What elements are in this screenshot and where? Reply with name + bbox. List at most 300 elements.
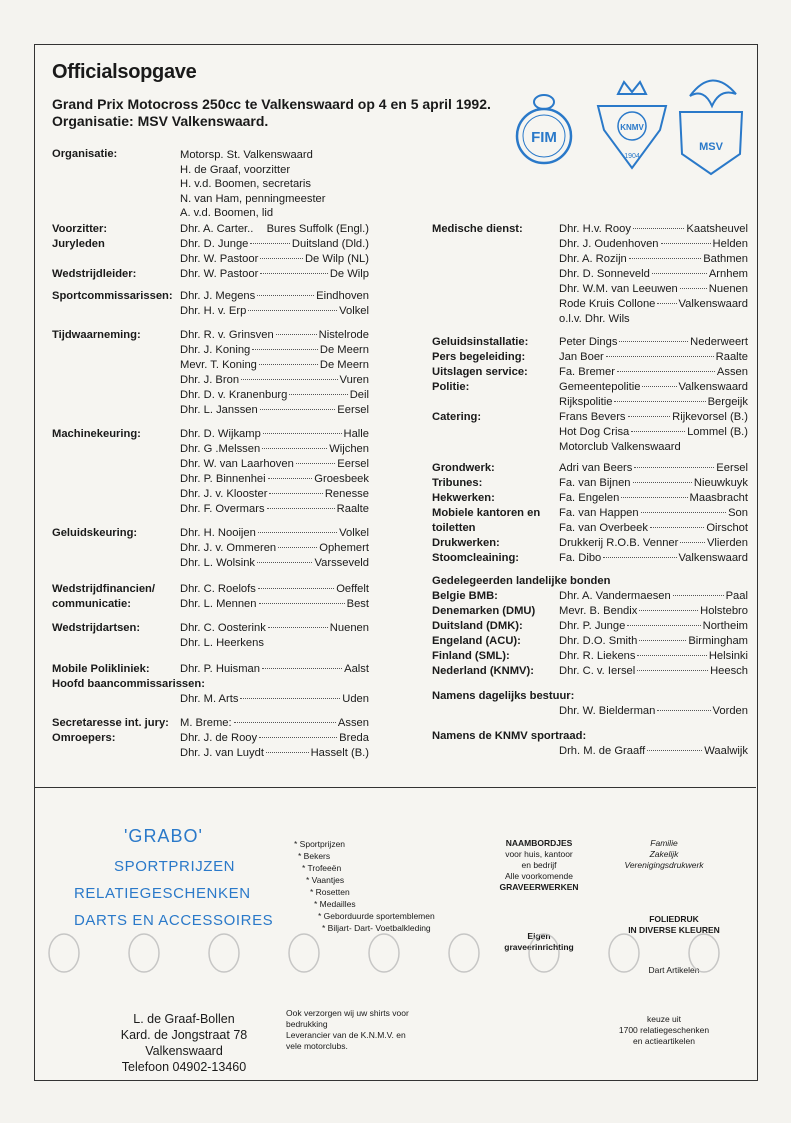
dot-leader xyxy=(673,595,724,596)
official-place: Holstebro xyxy=(700,605,748,617)
section-label: Wedstrijdleider: xyxy=(52,268,137,280)
dot-leader xyxy=(241,379,337,380)
official-name: Mevr. B. Bendix xyxy=(559,605,638,617)
dot-leader xyxy=(639,640,686,641)
official-place: Eindhoven xyxy=(316,290,369,302)
official-entry xyxy=(180,663,369,676)
official-entry xyxy=(559,462,748,475)
official-entry xyxy=(180,344,369,357)
official-entry xyxy=(559,745,748,758)
dot-leader xyxy=(260,409,336,410)
dot-leader xyxy=(234,722,336,723)
official-entry xyxy=(559,441,748,454)
dot-leader xyxy=(637,670,708,671)
official-entry xyxy=(559,620,748,633)
official-entry xyxy=(180,359,369,372)
section-label: communicatie: xyxy=(52,598,131,610)
official-entry xyxy=(180,374,369,387)
official-name: Gemeentepolitie xyxy=(559,381,641,393)
dot-leader xyxy=(617,371,715,372)
official-name: Fa. Bremer xyxy=(559,366,615,378)
official-place: Bathmen xyxy=(703,253,748,265)
ad-folie-line: IN DIVERSE KLEUREN xyxy=(628,925,720,935)
dot-leader xyxy=(269,493,322,494)
official-place: Duitsland (Dld.) xyxy=(291,238,369,250)
dot-leader xyxy=(289,394,347,395)
section-label: Namens dagelijks bestuur: xyxy=(432,690,575,702)
official-name: Fa. van Happen xyxy=(559,507,639,519)
official-name: Dhr. J. de Rooy xyxy=(180,732,258,744)
ad-address-line: Telefoon 04902-13460 xyxy=(121,1060,247,1074)
official-entry xyxy=(180,732,369,745)
section-label: Wedstrijdfinancien/ xyxy=(52,583,155,595)
official-name: Drh. M. de Graaff xyxy=(559,745,646,757)
section-label: Catering: xyxy=(432,411,482,423)
official-place: Uden xyxy=(342,693,369,705)
official-entry xyxy=(180,268,369,281)
official-place: Assen xyxy=(337,717,369,729)
official-name: Dhr. W. van Laarhoven xyxy=(180,458,294,470)
official-place: Assen xyxy=(716,366,748,378)
official-place: Eersel xyxy=(337,458,369,470)
svg-text:FIM: FIM xyxy=(531,129,557,146)
official-place: Northeim xyxy=(702,620,748,632)
official-entry xyxy=(559,605,748,618)
section-label: Denemarken (DMU) xyxy=(432,605,536,617)
official-place: Son xyxy=(728,507,748,519)
dot-leader xyxy=(257,562,312,563)
official-place: Lommel (B.) xyxy=(687,426,748,438)
official-entry xyxy=(559,223,748,236)
official-entry xyxy=(559,253,748,266)
official-entry xyxy=(180,329,369,342)
official-entry xyxy=(180,253,369,266)
dot-leader xyxy=(647,750,702,751)
official-entry xyxy=(180,473,369,486)
official-place: Heesch xyxy=(710,665,748,677)
official-name: Dhr. D. Sonneveld xyxy=(559,268,650,280)
official-place: Varsseveld xyxy=(314,557,369,569)
official-entry xyxy=(559,411,748,424)
official-entry xyxy=(559,477,748,490)
ad-shirts-line: bedrukking xyxy=(286,1019,328,1029)
official-entry xyxy=(559,590,748,603)
official-place: Helsinki xyxy=(708,650,748,662)
ad-keuze-line: keuze uit xyxy=(646,1014,682,1024)
dot-leader xyxy=(259,364,318,365)
official-name: Dhr. J. Koning xyxy=(180,344,251,356)
official-entry xyxy=(180,527,369,540)
dot-leader xyxy=(268,478,313,479)
organisatie-line: H. de Graaf, voorzitter xyxy=(180,163,291,176)
official-name: Dhr. C. Oosterink xyxy=(180,622,266,634)
official-entry xyxy=(180,693,369,706)
dot-leader xyxy=(260,258,303,259)
official-place: Paal xyxy=(725,590,748,602)
organisatie-line: Motorsp. St. Valkenswaard xyxy=(180,149,313,161)
official-name: Dhr. J. van Luydt xyxy=(180,747,264,759)
dot-leader xyxy=(262,668,342,669)
ad-familie xyxy=(604,838,724,871)
dot-leader xyxy=(641,512,726,513)
dot-leader xyxy=(603,557,676,558)
section-label: Gedelegeerden landelijke bonden xyxy=(432,575,611,587)
official-entry xyxy=(180,488,369,501)
section-label: Wedstrijdartsen: xyxy=(52,622,141,634)
official-place: Eersel xyxy=(716,462,748,474)
official-name: Dhr. G .Melssen xyxy=(180,443,261,455)
official-entry xyxy=(559,298,748,311)
ad-line-sportprijzen: SPORTPRIJZEN xyxy=(114,858,236,875)
official-entry xyxy=(559,635,748,648)
dot-leader xyxy=(627,625,700,626)
official-entry xyxy=(559,313,748,326)
dot-leader xyxy=(650,527,704,528)
section-label: Grondwerk: xyxy=(432,462,495,474)
official-place: Wijchen xyxy=(329,443,369,455)
official-name: Dhr. R. v. Grinsven xyxy=(180,329,274,341)
section-label: Omroepers: xyxy=(52,732,116,744)
official-name: Mevr. T. Koning xyxy=(180,359,257,371)
dot-leader xyxy=(250,243,289,244)
official-entry xyxy=(559,426,748,439)
section-label: Tribunes: xyxy=(432,477,483,489)
ad-bullet: * Medailles xyxy=(314,899,356,909)
official-place: Nederweert xyxy=(690,336,748,348)
section-label: Medische dienst: xyxy=(432,223,523,235)
official-name: o.l.v. Dhr. Wils xyxy=(559,313,630,325)
official-place: Breda xyxy=(339,732,369,744)
official-place: Best xyxy=(346,598,369,610)
section-label: Stoomcleaining: xyxy=(432,552,520,564)
ad-address-line: L. de Graaf-Bollen xyxy=(133,1012,235,1026)
dot-leader xyxy=(258,532,337,533)
organisatie-line: N. van Ham, penningmeester xyxy=(180,192,326,205)
dot-leader xyxy=(657,303,676,304)
official-name: Dhr. M. Arts xyxy=(180,693,239,705)
official-name: Fa. Engelen xyxy=(559,492,620,504)
dot-leader xyxy=(629,258,701,259)
official-name: Fa. van Overbeek xyxy=(559,522,648,534)
section-label: Uitslagen service: xyxy=(432,366,528,378)
dot-leader xyxy=(252,349,318,350)
official-place: Volkel xyxy=(339,305,369,317)
dot-leader xyxy=(621,497,687,498)
official-name: Dhr. D.O. Smith xyxy=(559,635,638,647)
official-place: Nuenen xyxy=(329,622,369,634)
official-place: Waalwijk xyxy=(704,745,748,757)
official-entry xyxy=(180,458,369,471)
official-entry xyxy=(559,268,748,281)
official-name: Dhr. P. Junge xyxy=(559,620,626,632)
official-name: Dhr. L. Mennen xyxy=(180,598,257,610)
ad-graveer-line: Eigen xyxy=(527,931,551,941)
section-label: Nederland (KNMV): xyxy=(432,665,534,677)
official-place: Oeffelt xyxy=(336,583,369,595)
official-name: Fa. Dibo xyxy=(559,552,602,564)
official-entry xyxy=(180,747,369,760)
ad-brand: 'GRABO' xyxy=(124,826,203,846)
section-label: Hekwerken: xyxy=(432,492,495,504)
official-entry xyxy=(180,404,369,417)
ad-naam-line: en bedrijf xyxy=(521,860,557,870)
official-name: Dhr. L. Janssen xyxy=(180,404,258,416)
section-label: Belgie BMB: xyxy=(432,590,498,602)
official-entry xyxy=(180,223,369,236)
dot-leader xyxy=(276,334,317,335)
official-entry xyxy=(180,717,369,730)
subtitle-line-2: Organisatie: MSV Valkenswaard. xyxy=(52,113,269,129)
dot-leader xyxy=(619,341,688,342)
official-name: M. Breme: xyxy=(180,717,232,729)
official-name: Rode Kruis Collone xyxy=(559,298,656,310)
official-entry xyxy=(180,542,369,555)
dot-leader xyxy=(267,508,335,509)
section-label: Sportcommissarissen: xyxy=(52,290,173,302)
subtitle-line-1: Grand Prix Motocross 250cc te Valkenswaard op 4 en 5 april 1992. xyxy=(52,96,491,112)
official-name: Frans Bevers xyxy=(559,411,626,423)
official-name: Rijkspolitie xyxy=(559,396,613,408)
official-place: De Wilp xyxy=(329,268,369,280)
official-name: Dhr. W. Bielderman xyxy=(559,705,656,717)
section-label: Politie: xyxy=(432,381,470,393)
dot-leader xyxy=(633,482,692,483)
section-label: Geluidsinstallatie: xyxy=(432,336,529,348)
official-entry xyxy=(180,583,369,596)
official-place: Birmingham xyxy=(688,635,748,647)
dot-leader xyxy=(268,627,328,628)
dot-leader xyxy=(652,273,707,274)
section-label: Finland (SML): xyxy=(432,650,510,662)
official-name: Dhr. H. v. Erp xyxy=(180,305,247,317)
official-name: Dhr. J. v. Klooster xyxy=(180,488,268,500)
ad-familie-line: Verenigingsdrukwerk xyxy=(624,860,704,870)
official-entry xyxy=(559,705,748,718)
ad-shirts-line: Ook verzorgen wij uw shirts voor xyxy=(286,1008,409,1018)
dot-leader xyxy=(248,310,337,311)
official-place: De Meern xyxy=(319,359,369,371)
dot-leader xyxy=(259,603,345,604)
ad-bullets xyxy=(294,838,435,934)
official-entry xyxy=(559,650,748,663)
ad-graveer-line: graveerinrichting xyxy=(504,942,574,952)
official-place: Ophemert xyxy=(319,542,369,554)
official-name: Dhr. A. Vandermaesen xyxy=(559,590,671,602)
official-place: Bergeijk xyxy=(707,396,748,408)
official-name: Dhr. J. Megens xyxy=(180,290,256,302)
dot-leader xyxy=(296,463,335,464)
section-label: Juryleden xyxy=(52,238,105,250)
organisatie-lines xyxy=(180,148,326,221)
official-name: Dhr. P. Binnenhei xyxy=(180,473,266,485)
official-name: Motorclub Valkenswaard xyxy=(559,441,681,453)
dot-leader xyxy=(631,431,685,432)
official-entry xyxy=(180,389,369,402)
official-place: Arnhem xyxy=(708,268,748,280)
dot-leader xyxy=(278,547,317,548)
organisatie-line: A. v.d. Boomen, lid xyxy=(180,207,274,219)
ad-familie-line: Familie xyxy=(650,838,678,848)
official-name: Jan Boer xyxy=(559,351,604,363)
dot-leader xyxy=(634,467,714,468)
dot-leader xyxy=(260,273,327,274)
ad-naam-line: voor huis, kantoor xyxy=(505,849,573,859)
official-entry xyxy=(180,622,369,635)
official-name: Dhr. C. v. Iersel xyxy=(559,665,636,677)
official-name: Dhr. J. Oudenhoven xyxy=(559,238,659,250)
svg-text:1904: 1904 xyxy=(624,153,640,160)
watermark-portraits-icon xyxy=(34,923,756,993)
official-entry xyxy=(180,557,369,570)
official-place: Renesse xyxy=(324,488,369,500)
section-label: Secretaresse int. jury: xyxy=(52,717,169,729)
official-name: Dhr. D. Junge xyxy=(180,238,249,250)
ad-naambordjes xyxy=(474,838,604,893)
ad-shirts xyxy=(286,1008,409,1052)
dot-leader xyxy=(262,448,327,449)
official-name: Dhr. A. Rozijn xyxy=(559,253,627,265)
official-place: Bures Suffolk (Engl.) xyxy=(266,223,369,235)
ad-address xyxy=(100,1011,268,1075)
msv-logo-icon xyxy=(680,80,742,174)
section-label: Duitsland (DMK): xyxy=(432,620,523,632)
dot-leader xyxy=(258,588,334,589)
ad-naam-title: NAAMBORDJES xyxy=(505,838,573,848)
official-entry xyxy=(559,552,748,565)
official-entry xyxy=(559,522,748,535)
official-name: Dhr. W. Pastoor xyxy=(180,253,259,265)
official-name: Dhr. A. Carter.. xyxy=(180,223,254,235)
ad-shirts-line: Leverancier van de K.N.M.V. en xyxy=(286,1030,406,1040)
organisatie-label: Organisatie: xyxy=(52,148,118,160)
official-entry xyxy=(559,336,748,349)
official-place: Hasselt (B.) xyxy=(310,747,369,759)
official-place: De Meern xyxy=(319,344,369,356)
ad-address-line: Kard. de Jongstraat 78 xyxy=(120,1028,248,1042)
dot-leader xyxy=(633,228,685,229)
ad-address-line: Valkenswaard xyxy=(145,1044,223,1058)
page-title: Officialsopgave xyxy=(52,61,197,83)
official-place: Vorden xyxy=(712,705,748,717)
official-name: Dhr. W. Pastoor xyxy=(180,268,259,280)
official-name: Dhr. P. Huisman xyxy=(180,663,261,675)
ad-naam-line: Alle voorkomende xyxy=(504,871,574,881)
logos xyxy=(512,66,748,176)
official-entry xyxy=(559,665,748,678)
official-place: Kaatsheuvel xyxy=(686,223,748,235)
official-entry xyxy=(559,366,748,379)
official-name: Fa. van Bijnen xyxy=(559,477,631,489)
dot-leader xyxy=(266,752,309,753)
official-name: Dhr. J. v. Ommeren xyxy=(180,542,277,554)
official-entry xyxy=(180,290,369,303)
ad-bullet: * Rosetten xyxy=(310,887,350,897)
official-entry xyxy=(559,507,748,520)
dot-leader xyxy=(606,356,714,357)
section-label: Voorzitter: xyxy=(52,223,108,235)
official-entry xyxy=(180,443,369,456)
official-place: Maasbracht xyxy=(689,492,748,504)
official-entry xyxy=(559,238,748,251)
official-entry xyxy=(559,492,748,505)
official-place: Volkel xyxy=(339,527,369,539)
dot-leader xyxy=(614,401,705,402)
official-name: Dhr. L. Wolsink xyxy=(180,557,256,569)
ad-keuze xyxy=(594,1014,734,1047)
ad-line-relatiegeschenken: RELATIEGESCHENKEN xyxy=(74,885,251,902)
ad-shirts-line: vele motorclubs. xyxy=(286,1041,348,1051)
official-place: Nieuwkuyk xyxy=(693,477,748,489)
dot-leader xyxy=(259,737,337,738)
official-name: Dhr. L. Heerkens xyxy=(180,637,264,649)
dot-leader xyxy=(657,710,710,711)
official-entry xyxy=(180,238,369,251)
ad-bullet: * Trofeeën xyxy=(302,863,342,873)
grabo-advertisement xyxy=(34,787,756,1080)
official-entry xyxy=(559,351,748,364)
ad-bullet: * Geborduurde sportemblemen xyxy=(318,911,435,921)
section-label: Pers begeleiding: xyxy=(432,351,526,363)
official-place: Vlierden xyxy=(706,537,748,549)
official-place: Halle xyxy=(343,428,369,440)
official-place: Helden xyxy=(712,238,748,250)
dot-leader xyxy=(642,386,676,387)
section-label: Tijdwaarneming: xyxy=(52,329,141,341)
official-place: Groesbeek xyxy=(314,473,369,485)
official-entry xyxy=(180,598,369,611)
ad-bullet: * Vaantjes xyxy=(306,875,345,885)
ad-bullet: * Bekers xyxy=(298,851,331,861)
official-entry xyxy=(559,537,748,550)
fim-logo-icon xyxy=(517,95,571,163)
section-label: Mobiele kantoren en xyxy=(432,507,541,519)
dot-leader xyxy=(637,655,706,656)
official-place: Oirschot xyxy=(706,522,748,534)
ad-dart: Dart Artikelen xyxy=(648,965,700,975)
official-entry xyxy=(180,503,369,516)
official-entry xyxy=(559,381,748,394)
section-label: Engeland (ACU): xyxy=(432,635,521,647)
official-place: Deil xyxy=(349,389,369,401)
official-name: Dhr. H. Nooijen xyxy=(180,527,256,539)
dot-leader xyxy=(661,243,711,244)
official-entry xyxy=(559,283,748,296)
official-name: Dhr. D. Wijkamp xyxy=(180,428,261,440)
svg-text:MSV: MSV xyxy=(699,141,723,153)
ad-naam-line: GRAVEERWERKEN xyxy=(499,882,579,892)
ad-keuze-line: en actieartikelen xyxy=(633,1036,695,1046)
official-entry xyxy=(180,428,369,441)
official-place: Raalte xyxy=(715,351,748,363)
official-name: Dhr. F. Overmars xyxy=(180,503,265,515)
official-name: Dhr. W.M. van Leeuwen xyxy=(559,283,678,295)
knmv-logo-icon xyxy=(598,82,666,168)
official-entry xyxy=(180,637,369,650)
official-place: Nistelrode xyxy=(318,329,369,341)
ad-familie-line: Zakelijk xyxy=(649,849,679,859)
section-label: Machinekeuring: xyxy=(52,428,141,440)
section-label: Namens de KNMV sportraad: xyxy=(432,730,587,742)
ad-bullet: * Biljart- Dart- Voetbalkleding xyxy=(322,923,431,933)
official-place: Raalte xyxy=(336,503,369,515)
official-name: Dhr. H.v. Rooy xyxy=(559,223,631,235)
organisatie-line: H. v.d. Boomen, secretaris xyxy=(180,178,311,190)
official-place: Valkenswaard xyxy=(678,381,748,393)
official-place: Nuenen xyxy=(708,283,748,295)
subtitle xyxy=(52,96,491,130)
official-place: Eersel xyxy=(337,404,369,416)
official-name: Dhr. C. Roelofs xyxy=(180,583,256,595)
